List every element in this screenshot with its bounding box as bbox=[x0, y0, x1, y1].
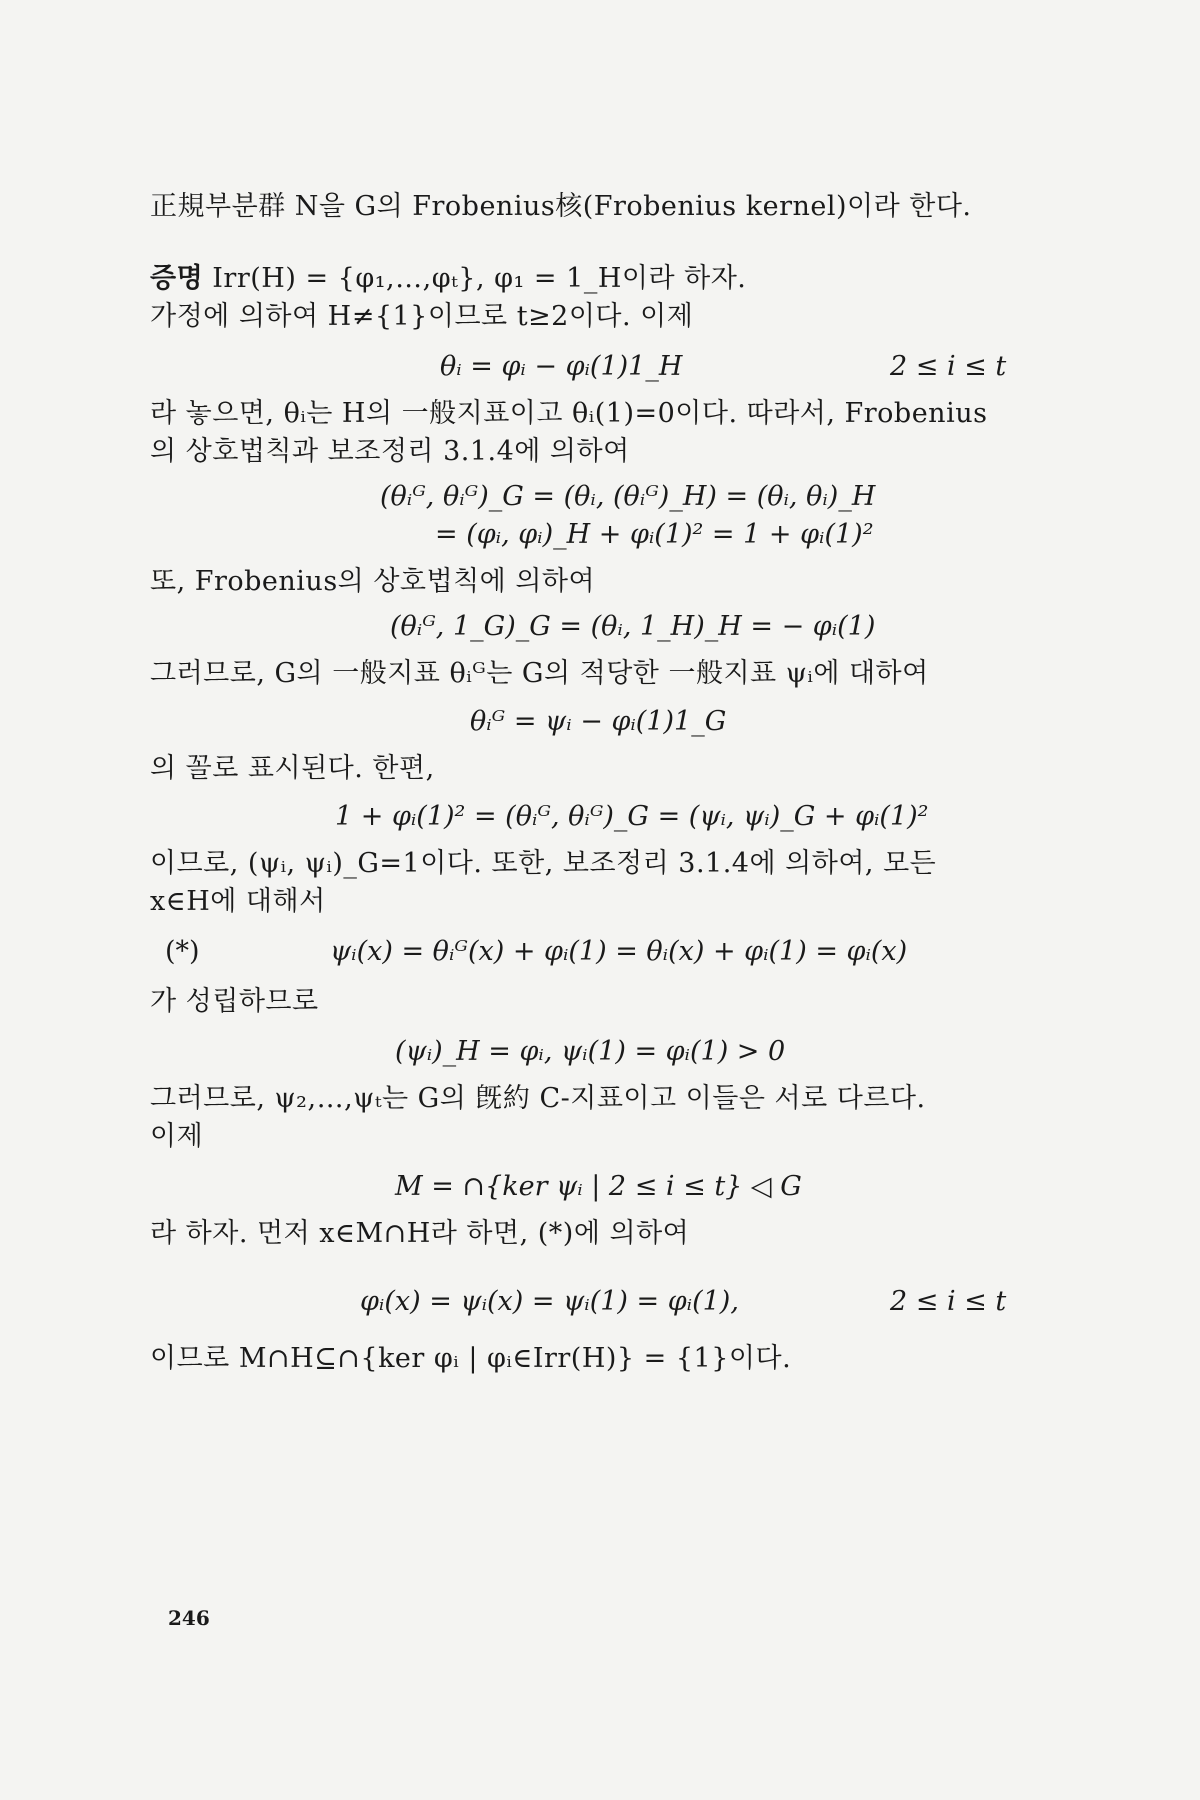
equation-inner-product-1: (θᵢᴳ, θᵢᴳ)_G = (θᵢ, (θᵢᴳ)_H) = (θᵢ, θᵢ)_H bbox=[380, 481, 876, 512]
equation-theta-induced: θᵢᴳ = ψᵢ − φᵢ(1)1_G bbox=[470, 706, 727, 737]
equation-condition-1: 2 ≤ i ≤ t bbox=[890, 351, 1007, 382]
equation-norm: 1 + φᵢ(1)² = (θᵢᴳ, θᵢᴳ)_G = (ψᵢ, ψᵢ)_G + φᵢ(1)² bbox=[335, 801, 929, 832]
equation-theta-def: θᵢ = φᵢ − φᵢ(1)1_H bbox=[440, 351, 683, 382]
equation-phi-values: φᵢ(x) = ψᵢ(x) = ψᵢ(1) = φᵢ(1), bbox=[360, 1286, 739, 1317]
text-line-4: 의 상호법칙과 보조정리 3.1.4에 의하여 bbox=[150, 436, 630, 467]
text-line-8: 이므로, (ψᵢ, ψᵢ)_G=1이다. 또한, 보조정리 3.1.4에 의하여, 모든 bbox=[150, 848, 937, 879]
equation-tag: (*) bbox=[165, 936, 200, 967]
proof-start-line bbox=[150, 262, 746, 296]
text-line-11: 그러므로, ψ₂,…,ψₜ는 G의 旣約 C-지표이고 이들은 서로 다르다. bbox=[150, 1083, 926, 1114]
equation-inner-product-2: = (φᵢ, φᵢ)_H + φᵢ(1)² = 1 + φᵢ(1)² bbox=[435, 519, 874, 550]
text-line-6: 그러므로, G의 一般지표 θᵢᴳ는 G의 적당한 一般지표 ψᵢ에 대하여 bbox=[150, 658, 929, 689]
equation-star: ψᵢ(x) = θᵢᴳ(x) + φᵢ(1) = θᵢ(x) + φᵢ(1) = φᵢ(x) bbox=[330, 936, 908, 967]
text-line-7: 의 꼴로 표시된다. 한편, bbox=[150, 753, 435, 784]
proof-label: 증명 bbox=[150, 263, 204, 294]
text-line-2: 가정에 의하여 H≠{1}이므로 t≥2이다. 이제 bbox=[150, 301, 694, 332]
text-line-12: 이제 bbox=[150, 1121, 204, 1152]
equation-restriction: (ψᵢ)_H = φᵢ, ψᵢ(1) = φᵢ(1) > 0 bbox=[395, 1036, 786, 1067]
equation-reciprocity: (θᵢᴳ, 1_G)_G = (θᵢ, 1_H)_H = − φᵢ(1) bbox=[390, 611, 876, 642]
page-number: 246 bbox=[168, 1606, 210, 1630]
equation-kernel-m: M = ∩{ker ψᵢ | 2 ≤ i ≤ t} ◁ G bbox=[395, 1171, 802, 1202]
proof-first-line: Irr(H) = {φ₁,…,φₜ}, φ₁ = 1_H이라 하자. bbox=[212, 263, 747, 294]
text-line-10: 가 성립하므로 bbox=[150, 986, 319, 1017]
text-line-13: 라 하자. 먼저 x∈M∩H라 하면, (*)에 의하여 bbox=[150, 1218, 690, 1249]
equation-condition-2: 2 ≤ i ≤ t bbox=[890, 1286, 1007, 1317]
text-line-9: x∈H에 대해서 bbox=[150, 886, 326, 917]
text-line-3: 라 놓으면, θᵢ는 H의 一般지표이고 θᵢ(1)=0이다. 따라서, Frobenius bbox=[150, 398, 988, 429]
text-line-1: 正規부분群 N을 G의 Frobenius核(Frobenius kernel)이라 한다. bbox=[150, 191, 972, 222]
text-line-5: 또, Frobenius의 상호법칙에 의하여 bbox=[150, 566, 596, 597]
text-line-14: 이므로 M∩H⊆∩{ker φᵢ | φᵢ∈Irr(H)} = {1}이다. bbox=[150, 1343, 792, 1374]
